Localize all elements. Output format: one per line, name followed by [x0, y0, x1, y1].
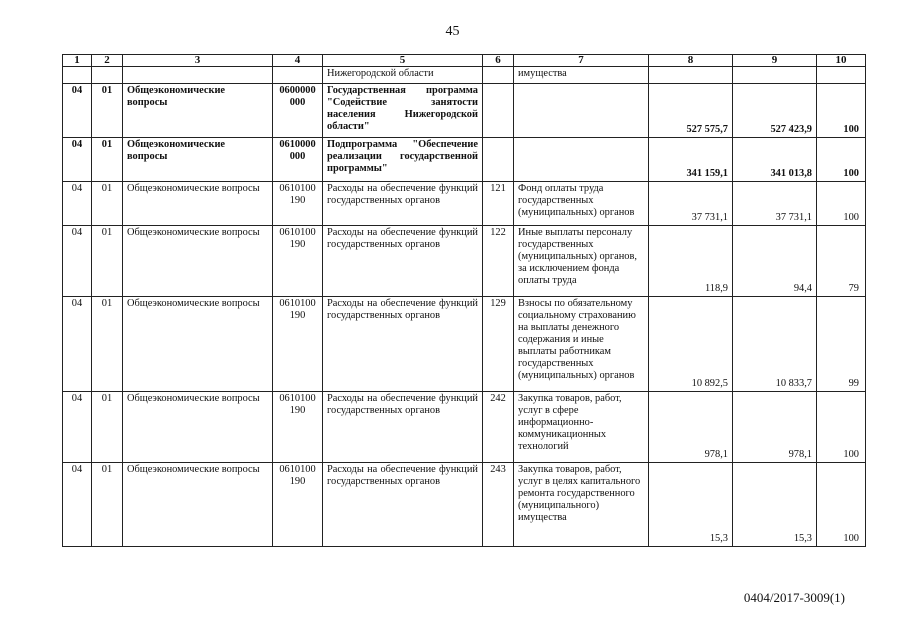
cell-purpose: Государственная программа "Содействие занятости населения Нижегородской области": [323, 84, 483, 138]
cell-purpose: Расходы на обеспечение функций государственных органов: [323, 463, 483, 547]
cell-subsection: 01: [92, 392, 123, 463]
cell-percent: 79: [817, 226, 866, 297]
col-header: 3: [123, 55, 273, 67]
cell: [649, 67, 733, 84]
cell: [483, 67, 514, 84]
cell-expense-type: [514, 138, 649, 182]
cell: [123, 67, 273, 84]
col-header: 5: [323, 55, 483, 67]
table-row: [63, 463, 866, 547]
cell-target-code: 0610100 190: [273, 392, 323, 463]
cell-section: 04: [63, 392, 92, 463]
cell-target-code: 0610000 000: [273, 138, 323, 182]
cell-subsection: 01: [92, 226, 123, 297]
cell-percent: 100: [817, 392, 866, 463]
cell-actual: 10 833,7: [733, 297, 817, 392]
cell-actual: 94,4: [733, 226, 817, 297]
cell: [733, 67, 817, 84]
cell-planned: 15,3: [649, 463, 733, 547]
table-row: [63, 138, 866, 182]
cell-section: 04: [63, 226, 92, 297]
col-header: 8: [649, 55, 733, 67]
cell-section-name: Общеэкономические вопросы: [123, 297, 273, 392]
cell-section-name: Общеэкономические вопросы: [123, 182, 273, 226]
cell-expense-type: Фонд оплаты труда государственных (муниципальных) органов: [514, 182, 649, 226]
cell-section-name: Общеэкономические вопросы: [123, 138, 273, 182]
cell-subsection: 01: [92, 463, 123, 547]
cell-expense-type: Закупка товаров, работ, услуг в целях капитального ремонта государственного (муниципального) имущества: [514, 463, 649, 547]
cell-purpose: Нижегородской области: [323, 67, 483, 84]
cell-planned: 527 575,7: [649, 84, 733, 138]
document-code: 0404/2017-3009(1): [743, 590, 845, 605]
cell-percent: 100: [817, 138, 866, 182]
cell-purpose: Расходы на обеспечение функций государственных органов: [323, 297, 483, 392]
col-header: 6: [483, 55, 514, 67]
cell-actual: 341 013,8: [733, 138, 817, 182]
cell-percent: 99: [817, 297, 866, 392]
cell-planned: 341 159,1: [649, 138, 733, 182]
cell-actual: 15,3: [733, 463, 817, 547]
col-header: 10: [817, 55, 866, 67]
cell-expense-type: Закупка товаров, работ, услуг в сфере информационно-коммуникационных технологий: [514, 392, 649, 463]
cell-section: 04: [63, 182, 92, 226]
cell-expense-code: [483, 84, 514, 138]
cell-expense-code: 129: [483, 297, 514, 392]
cell-target-code: 0610100 190: [273, 182, 323, 226]
cell-section-name: Общеэкономические вопросы: [123, 392, 273, 463]
table-row: [63, 182, 866, 226]
cell-expense-code: 243: [483, 463, 514, 547]
col-header: 1: [63, 55, 92, 67]
cell-section: 04: [63, 463, 92, 547]
cell-target-code: 0610100 190: [273, 226, 323, 297]
cell-actual: 527 423,9: [733, 84, 817, 138]
cell-actual: 37 731,1: [733, 182, 817, 226]
cell-planned: 118,9: [649, 226, 733, 297]
cell-expense-type: имущества: [514, 67, 649, 84]
cell-expense-code: 242: [483, 392, 514, 463]
budget-table: [62, 54, 866, 547]
cell-section-name: Общеэкономические вопросы: [123, 463, 273, 547]
cell-section-name: Общеэкономические вопросы: [123, 226, 273, 297]
cell-expense-code: [483, 138, 514, 182]
page-number: 45: [445, 24, 460, 39]
cell-purpose: Расходы на обеспечение функций государственных органов: [323, 226, 483, 297]
cell-purpose: Подпрограмма "Обеспечение реализации государственной программы": [323, 138, 483, 182]
header-row: [63, 55, 866, 67]
cell: [817, 67, 866, 84]
col-header: 2: [92, 55, 123, 67]
cell-subsection: 01: [92, 138, 123, 182]
cell-section: 04: [63, 138, 92, 182]
col-header: 7: [514, 55, 649, 67]
cell-expense-code: 122: [483, 226, 514, 297]
cell-percent: 100: [817, 84, 866, 138]
cell-purpose: Расходы на обеспечение функций государственных органов: [323, 392, 483, 463]
cell: [273, 67, 323, 84]
table-row: [63, 297, 866, 392]
col-header: 4: [273, 55, 323, 67]
cell-target-code: 0600000 000: [273, 84, 323, 138]
col-header: 9: [733, 55, 817, 67]
cell-section-name: Общеэкономические вопросы: [123, 84, 273, 138]
cell-expense-type: Взносы по обязательному социальному страхованию на выплаты денежного содержания и иные выплаты работникам государственных (муниципальных) органов: [514, 297, 649, 392]
cell: [63, 67, 92, 84]
table-row: [63, 392, 866, 463]
cell-purpose: Расходы на обеспечение функций государственных органов: [323, 182, 483, 226]
cell-percent: 100: [817, 182, 866, 226]
cell-actual: 978,1: [733, 392, 817, 463]
continuation-row: [63, 67, 866, 84]
cell-target-code: 0610100 190: [273, 297, 323, 392]
cell-percent: 100: [817, 463, 866, 547]
cell-expense-type: Иные выплаты персоналу государственных (муниципальных) органов, за исключением фонда оплаты труда: [514, 226, 649, 297]
table-row: [63, 226, 866, 297]
cell-planned: 978,1: [649, 392, 733, 463]
table-row: [63, 84, 866, 138]
cell-subsection: 01: [92, 297, 123, 392]
cell-expense-code: 121: [483, 182, 514, 226]
cell-subsection: 01: [92, 182, 123, 226]
cell-section: 04: [63, 84, 92, 138]
cell-subsection: 01: [92, 84, 123, 138]
cell-planned: 10 892,5: [649, 297, 733, 392]
cell-section: 04: [63, 297, 92, 392]
cell-planned: 37 731,1: [649, 182, 733, 226]
cell: [92, 67, 123, 84]
cell-target-code: 0610100 190: [273, 463, 323, 547]
cell-expense-type: [514, 84, 649, 138]
